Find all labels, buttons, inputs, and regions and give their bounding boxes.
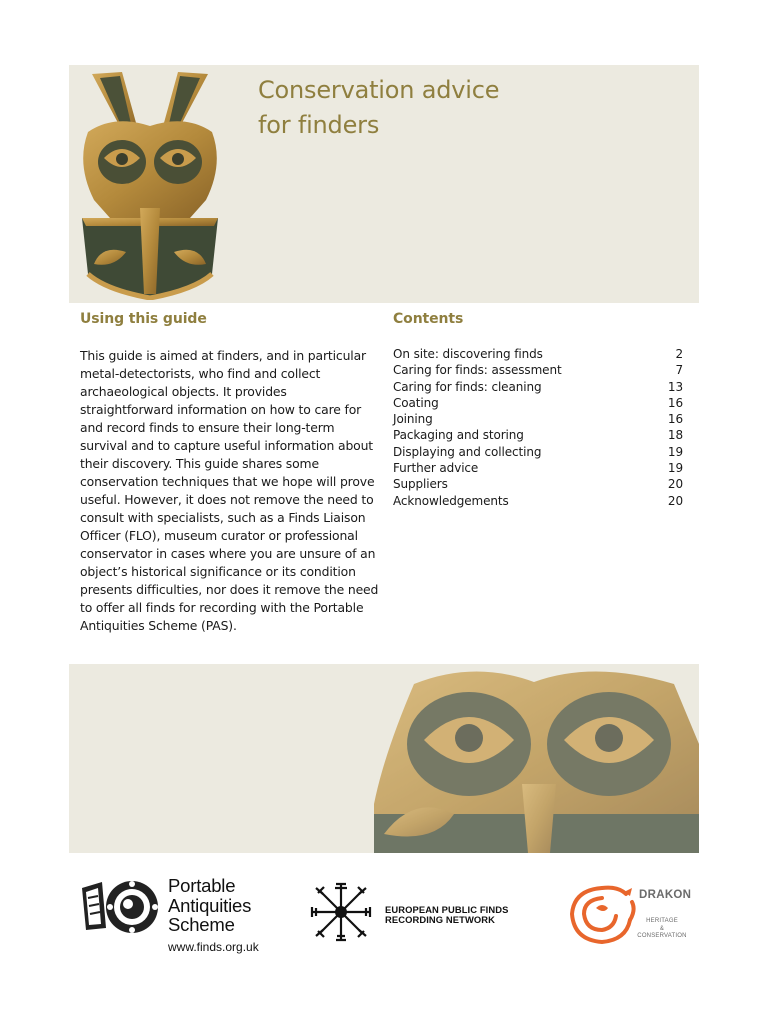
contents-item-page: 20 <box>667 477 683 492</box>
contents-item[interactable] <box>393 427 683 443</box>
title-panel <box>69 65 699 303</box>
contents-item-page: 20 <box>667 493 683 508</box>
drakon-logo[interactable] <box>566 880 696 950</box>
contents-item[interactable] <box>393 460 683 476</box>
contents-item[interactable] <box>393 444 683 460</box>
contents-item-label: Suppliers <box>393 477 448 492</box>
pas-logo[interactable] <box>80 874 280 958</box>
contents-item[interactable] <box>393 379 683 395</box>
contents-item[interactable] <box>393 362 683 378</box>
contents-item-page: 7 <box>675 363 683 378</box>
contents-item[interactable] <box>393 476 683 492</box>
decorative-panel <box>69 664 699 853</box>
contents-item-page: 13 <box>667 379 683 394</box>
contents-item-label: On site: discovering finds <box>393 347 543 361</box>
drakon-subtitle: HERITAGE & CONSERVATION <box>637 918 687 939</box>
pas-name: Portable Antiquities Scheme <box>168 875 252 935</box>
contents-item-label: Joining <box>393 412 433 427</box>
contents-item-page: 19 <box>667 461 683 476</box>
contents-item[interactable] <box>393 346 683 362</box>
contents-item[interactable] <box>393 411 683 427</box>
contents-item-label: Caring for finds: cleaning <box>393 379 542 394</box>
contents-item-page: 16 <box>667 412 683 427</box>
contents-item-page: 19 <box>667 444 683 459</box>
contents-heading: Contents <box>393 311 464 327</box>
guide-heading: Using this guide <box>80 311 207 327</box>
guide-section <box>80 309 380 329</box>
contents-item-page: 18 <box>667 428 683 443</box>
drakon-name: DRAKON <box>639 889 692 901</box>
contents-section <box>393 309 683 329</box>
contents-item-label: Coating <box>393 395 439 410</box>
contents-item-label: Further advice <box>393 461 479 476</box>
compass-rune-icon <box>306 880 376 944</box>
guide-paragraph: This guide is aimed at finders, and in particular metal-detectorists, who find and collect archaeological objects. It provides straightforward information on how to care for and record finds to ensure their long-term survival and to capture useful information about their discovery. This guide shares some conservation techniques that we hope will prove useful. However, it does not remove the need to consult with specialists, such as a Finds Liaison Officer (FLO), museum curator or professional conservator in cases where you are unsure of an object’s historical significance or its condition presents difficulties, nor does it remove the need to offer all finds for recording with the Portable Antiquities Scheme (PAS). <box>80 348 379 633</box>
contents-item-label: Caring for finds: assessment <box>393 363 562 378</box>
contents-item-page: 16 <box>667 395 683 410</box>
contents-item[interactable] <box>393 493 683 509</box>
document-title: Conservation advice for finders <box>258 76 500 139</box>
bronze-mount-detail-image <box>374 664 699 853</box>
contents-item-label: Acknowledgements <box>393 493 509 508</box>
contents-item-label: Packaging and storing <box>393 428 524 443</box>
pas-brooch-icon <box>80 878 162 936</box>
epf-name: EUROPEAN PUBLIC FINDS RECORDING NETWORK <box>385 904 509 925</box>
contents-list <box>393 346 683 509</box>
bronze-mount-image <box>74 68 226 300</box>
epf-logo[interactable] <box>306 880 526 944</box>
contents-item[interactable] <box>393 395 683 411</box>
contents-item-label: Displaying and collecting <box>393 444 542 459</box>
pas-url-link[interactable]: www.finds.org.uk <box>168 940 259 954</box>
contents-item-page: 2 <box>675 347 683 361</box>
